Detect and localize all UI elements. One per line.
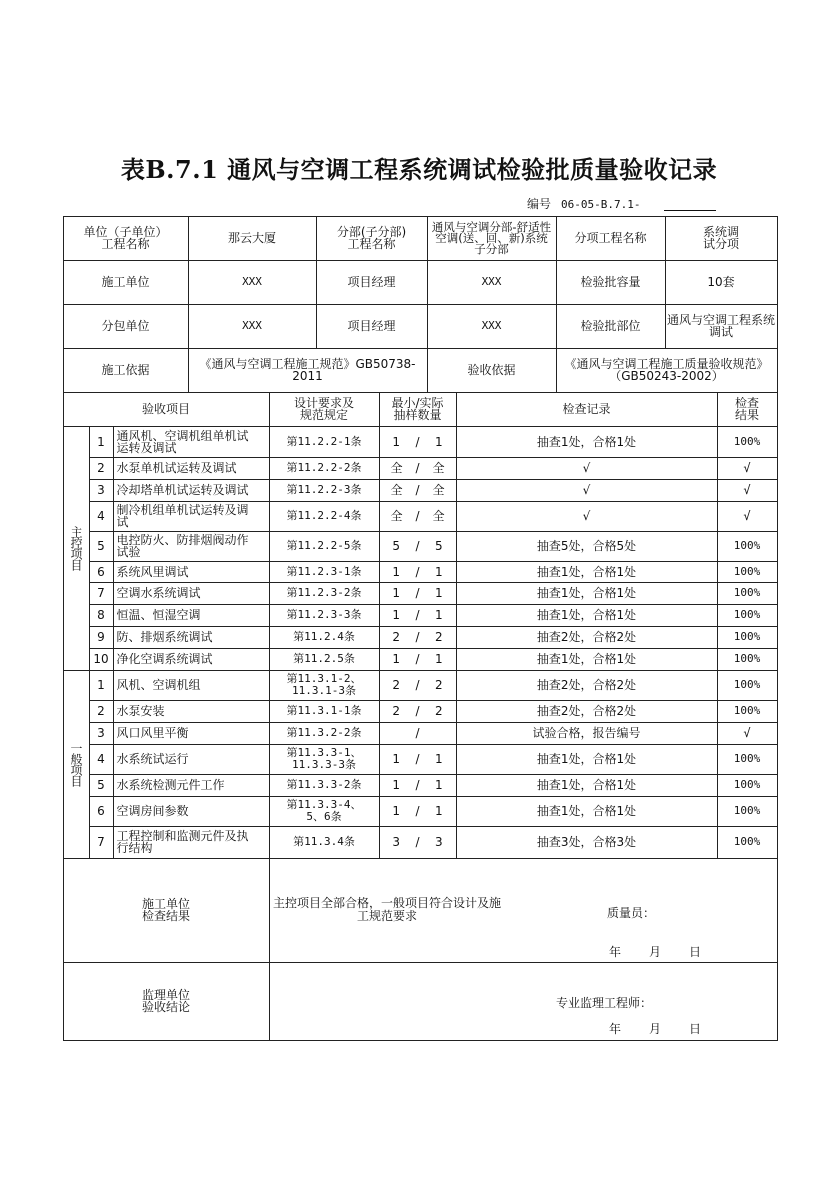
item-result: 100%: [717, 426, 778, 458]
item-result: √: [717, 457, 778, 480]
item-clause: 第11.3.2-2条: [269, 722, 380, 745]
sample-actual: 2: [434, 704, 443, 718]
item-no: 6: [89, 561, 114, 583]
sample-min: 1: [392, 652, 400, 666]
item-no: 5: [89, 531, 114, 562]
item-result: √: [717, 722, 778, 745]
sample-sep: /: [415, 778, 420, 792]
subitem-value: 系统调试分项: [665, 216, 778, 261]
item-no: 3: [89, 479, 114, 502]
subcontractor-value: XXX: [188, 304, 317, 349]
item-clause: 第11.2.4条: [269, 626, 380, 649]
sample-quantity: [379, 582, 457, 605]
sample-quantity: [379, 501, 457, 532]
item-result: 100%: [717, 670, 778, 701]
item-no: 3: [89, 722, 114, 745]
date-year: 年: [609, 945, 622, 959]
item-result: 100%: [717, 744, 778, 775]
sample-sep: /: [415, 630, 420, 644]
record-number-blank[interactable]: [664, 210, 716, 211]
sample-min: 2: [392, 678, 400, 692]
group-general: 一般项目: [63, 670, 90, 859]
item-clause: 第11.3.4条: [269, 826, 380, 859]
item-clause: 第11.3.3-1、11.3.3-3条: [269, 744, 380, 775]
item-result: 100%: [717, 774, 778, 797]
sample-actual: 2: [434, 630, 443, 644]
col-record: 检查记录: [456, 392, 718, 427]
sample-min: 1: [392, 608, 400, 622]
item-record: 试验合格，报告编号: [456, 722, 718, 745]
division-label: 分部(子分部)工程名称: [316, 216, 428, 261]
sample-min: [391, 727, 401, 739]
capacity-value: 10套: [665, 260, 778, 305]
sample-sep: /: [415, 509, 420, 523]
supervisor-label: 监理单位验收结论: [63, 962, 270, 1041]
item-clause: 第11.3.3-4、5、6条: [269, 796, 380, 827]
sample-min: 1: [392, 752, 400, 766]
sample-actual: 1: [434, 434, 443, 449]
item-no: 2: [89, 700, 114, 723]
item-name: 水泵安装: [113, 700, 270, 723]
sample-actual: 1: [434, 778, 443, 792]
sample-actual: 全: [432, 509, 445, 523]
sample-actual: 全: [432, 483, 445, 497]
item-result: 100%: [717, 531, 778, 562]
sample-actual: 1: [434, 608, 443, 622]
pm2-value: XXX: [427, 304, 557, 349]
sample-quantity: [379, 426, 457, 458]
sample-actual: 1: [434, 804, 443, 818]
col-result: 检查结果: [717, 392, 778, 427]
item-result: √: [717, 501, 778, 532]
sample-min: 2: [392, 630, 400, 644]
item-result: 100%: [717, 648, 778, 671]
item-no: 2: [89, 457, 114, 480]
sample-sep: /: [415, 483, 420, 497]
item-record: 抽查1处，合格1处: [456, 774, 718, 797]
item-record: 抽查5处，合格5处: [456, 531, 718, 562]
item-name: 防、排烟系统调试: [113, 626, 270, 649]
sample-quantity: [379, 700, 457, 723]
col-item: 验收项目: [63, 392, 270, 427]
item-result: 100%: [717, 700, 778, 723]
sample-sep: /: [415, 564, 420, 579]
subitem-label: 分项工程名称: [556, 216, 666, 261]
sample-sep: /: [415, 752, 420, 766]
item-name: 恒温、恒湿空调: [113, 604, 270, 627]
sample-actual: 1: [434, 586, 443, 600]
item-record: 抽查1处，合格1处: [456, 744, 718, 775]
sample-actual: 1: [434, 752, 443, 766]
item-clause: 第11.2.2-4条: [269, 501, 380, 532]
sample-quantity: [379, 670, 457, 701]
item-clause: 第11.2.2-5条: [269, 531, 380, 562]
item-record: 抽查1处，合格1处: [456, 604, 718, 627]
date-year-2: 年: [609, 1022, 622, 1036]
sample-sep: /: [415, 704, 420, 718]
item-clause: 第11.2.3-2条: [269, 582, 380, 605]
item-name: 水泵单机试运转及调试: [113, 457, 270, 480]
item-name: 空调水系统调试: [113, 582, 270, 605]
sample-quantity: [379, 561, 457, 583]
sample-actual: 5: [434, 539, 443, 553]
item-clause: 第11.2.2-2条: [269, 457, 380, 480]
item-no: 7: [89, 582, 114, 605]
contractor-value: XXX: [188, 260, 317, 305]
sample-min: 3: [392, 835, 400, 849]
item-clause: 第11.2.2-3条: [269, 479, 380, 502]
item-record: √: [456, 501, 718, 532]
item-result: 100%: [717, 626, 778, 649]
sample-sep: /: [415, 804, 420, 818]
capacity-label: 检验批容量: [556, 260, 666, 305]
sample-quantity: [379, 774, 457, 797]
sample-sep: /: [415, 434, 420, 449]
item-clause: 第11.2.2-1条: [269, 426, 380, 458]
date-day-2: 日: [689, 1022, 702, 1036]
item-no: 1: [89, 670, 114, 701]
record-number: [527, 195, 641, 212]
contractor-check-text: 主控项目全部合格，一般项目符合设计及施工规范要求: [272, 896, 501, 923]
item-no: 4: [89, 744, 114, 775]
item-record: 抽查2处，合格2处: [456, 626, 718, 649]
sample-quantity: [379, 531, 457, 562]
item-record: 抽查1处，合格1处: [456, 796, 718, 827]
sample-quantity: [379, 826, 457, 859]
sample-min: 5: [392, 539, 400, 553]
item-result: 100%: [717, 582, 778, 605]
sample-min: 全: [390, 461, 403, 475]
sample-sep: /: [415, 608, 420, 622]
item-record: 抽查1处，合格1处: [456, 648, 718, 671]
sample-quantity: [379, 722, 457, 745]
item-name: 水系统试运行: [113, 744, 270, 775]
sample-min: 全: [390, 509, 403, 523]
item-record: √: [456, 479, 718, 502]
item-result: 100%: [717, 561, 778, 583]
sample-min: 1: [392, 586, 400, 600]
item-no: 5: [89, 774, 114, 797]
sample-quantity: [379, 648, 457, 671]
item-record: 抽查1处，合格1处: [456, 426, 718, 458]
item-record: 抽查3处，合格3处: [456, 826, 718, 859]
record-number-value: 06-05-B.7.1-: [561, 198, 641, 211]
sample-actual: 全: [432, 461, 445, 475]
item-name: 风机、空调机组: [113, 670, 270, 701]
location-value: 通风与空调工程系统调试: [665, 304, 778, 349]
sample-sep: /: [415, 678, 420, 692]
item-name: 系统风里调试: [113, 561, 270, 583]
pm-value: XXX: [427, 260, 557, 305]
record-number-label: 编号: [527, 197, 552, 211]
sample-actual: 1: [434, 652, 443, 666]
acceptance-basis-label: 验收依据: [427, 348, 557, 393]
unit-value: 那云大厦: [188, 216, 317, 261]
contractor-check-label: 施工单位检查结果: [63, 858, 270, 963]
item-name: 水系统检测元件工作: [113, 774, 270, 797]
item-name: 空调房间参数: [113, 796, 270, 827]
date-day: 日: [689, 945, 702, 959]
item-name: 冷却塔单机试运转及调试: [113, 479, 270, 502]
contractor-label: 施工单位: [63, 260, 189, 305]
sample-sep: /: [415, 726, 420, 740]
sample-quantity: [379, 744, 457, 775]
date-month: 月: [649, 945, 662, 959]
sample-quantity: [379, 626, 457, 649]
item-no: 1: [89, 426, 114, 458]
sample-actual: 2: [434, 678, 443, 692]
sample-actual: 1: [434, 564, 443, 579]
sample-quantity: [379, 457, 457, 480]
item-clause: 第11.3.1-2、11.3.1-3条: [269, 670, 380, 701]
location-label: 检验批部位: [556, 304, 666, 349]
item-name: 通风机、空调机组单机试运转及调试: [113, 426, 270, 458]
sample-actual: 3: [434, 835, 443, 849]
col-sample: 最小/实际抽样数量: [379, 392, 457, 427]
item-name: 电控防火、防排烟阀动作试验: [113, 531, 270, 562]
sample-actual: [434, 727, 444, 739]
item-result: 100%: [717, 604, 778, 627]
item-record: 抽查1处，合格1处: [456, 582, 718, 605]
sample-sep: /: [415, 586, 420, 600]
item-name: 工程控制和监测元件及执行结构: [113, 826, 270, 859]
division-value: 通风与空调分部-舒适性空调(送、回、新)系统子分部: [427, 216, 557, 261]
item-result: √: [717, 479, 778, 502]
sample-min: 1: [392, 434, 400, 449]
item-name: 制冷机组单机试运转及调试: [113, 501, 270, 532]
item-no: 10: [89, 648, 114, 671]
engineer-label: 专业监理工程师：: [556, 996, 653, 1010]
sample-quantity: [379, 796, 457, 827]
item-name: 净化空调系统调试: [113, 648, 270, 671]
item-result: 100%: [717, 796, 778, 827]
pm2-label: 项目经理: [316, 304, 428, 349]
supervisor-box: [269, 962, 778, 1041]
item-clause: 第11.2.5条: [269, 648, 380, 671]
item-no: 8: [89, 604, 114, 627]
col-design: 设计要求及规范规定: [269, 392, 380, 427]
sample-min: 2: [392, 704, 400, 718]
group-main: 主控项目: [63, 426, 90, 671]
item-no: 6: [89, 796, 114, 827]
sample-sep: /: [415, 539, 420, 553]
basis-label: 施工依据: [63, 348, 189, 393]
item-clause: 第11.3.1-1条: [269, 700, 380, 723]
sample-sep: /: [415, 461, 420, 475]
sample-min: 全: [390, 483, 403, 497]
sample-min: 1: [392, 564, 400, 579]
unit-label: 单位（子单位）工程名称: [63, 216, 189, 261]
item-record: √: [456, 457, 718, 480]
item-name: 风口风里平衡: [113, 722, 270, 745]
date-month-2: 月: [649, 1022, 662, 1036]
item-result: 100%: [717, 826, 778, 859]
pm-label: 项目经理: [316, 260, 428, 305]
item-clause: 第11.2.3-3条: [269, 604, 380, 627]
item-record: 抽查2处，合格2处: [456, 670, 718, 701]
item-record: 抽查2处，合格2处: [456, 700, 718, 723]
subcontractor-label: 分包单位: [63, 304, 189, 349]
page-title: 表B.7.1 通风与空调工程系统调试检验批质量验收记录: [120, 155, 718, 184]
sample-sep: /: [415, 835, 420, 849]
sample-min: 1: [392, 804, 400, 818]
qc-label: 质量员：: [607, 906, 656, 920]
item-no: 7: [89, 826, 114, 859]
sample-quantity: [379, 479, 457, 502]
sample-quantity: [379, 604, 457, 627]
item-no: 9: [89, 626, 114, 649]
acceptance-basis-value: 《通风与空调工程施工质量验收规范》（GB50243-2002）: [556, 348, 778, 393]
item-clause: 第11.2.3-1条: [269, 561, 380, 583]
basis-value: 《通风与空调工程施工规范》GB50738-2011: [188, 348, 428, 393]
item-no: 4: [89, 501, 114, 532]
item-record: 抽查1处，合格1处: [456, 561, 718, 583]
sample-min: 1: [392, 778, 400, 792]
sample-sep: /: [415, 652, 420, 666]
item-clause: 第11.3.3-2条: [269, 774, 380, 797]
